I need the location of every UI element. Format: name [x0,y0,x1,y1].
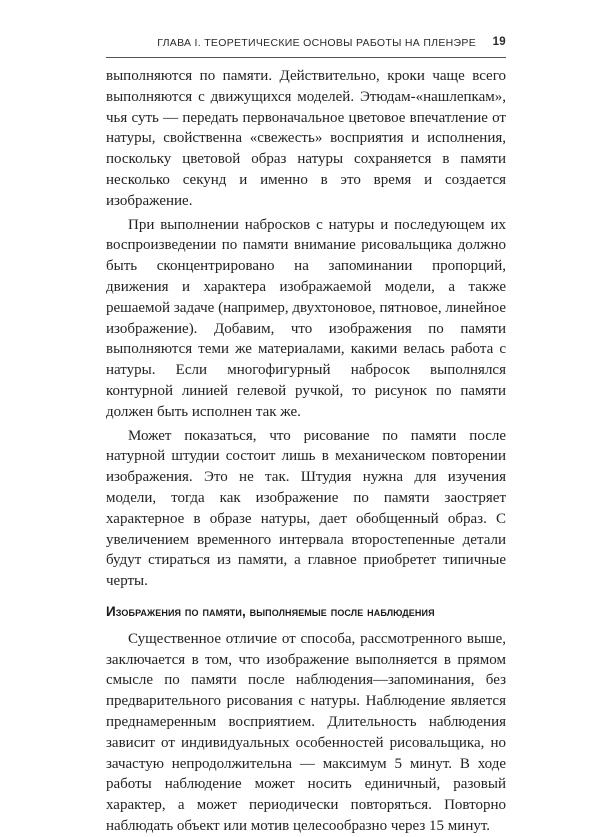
paragraph-sketches: При выполнении набросков с натуры и последующем их воспроизведении по памяти внимание рисовальщика должно быть сконцентрировано на запоминании пропорций, движения и характера изображаемой модели, а также решаемой задаче (например, двухтоновое, пятновое, линейное изображение). Добавим, что изображения по памяти выполняются теми же материалами, какими велась работа с натуры. Если многофигурный набросок выполнялся контурной линией гелевой ручкой, то рисунок по памяти должен быть исполнен так же. [106,216,506,420]
running-header [106,36,506,52]
body-text [106,66,506,837]
paragraph-observation: Существенное отличие от способа, рассмотренного выше, заключается в том, что изображение выполняется в прямом смысле по памяти после наблюдения—запоминания, без предварительного рисования с натуры. Наблюдение является преднамеренным восприятием. Длительность наблюдения зависит от индивидуальных особенностей рисовальщика, но зачастую непродолжительна — максимум 5 минут. В ходе работы наблюдение может носить единичный, разовый характер, а может периодически повторяться. Повторно наблюдать объект или мотив целесообразно через 15 минут. [106,630,506,834]
paragraph-continuation: выполняются по памяти. Действительно, кроки чаще всего выполняются с движущихся моделей. Этюдам-«нашлепкам», чья суть — передать первоначальное цветовое впечатление от натуры, свойственна «свежесть» восприятия и исполнения, поскольку цветовой образ натуры сохраняется в памяти несколько секунд и именно в это время и создается изображение. [106,68,506,209]
paragraph-study: Может показаться, что рисование по памяти после натурной штудии состоит лишь в механическом повторении изображения. Это не так. Штудия нужна для изучения модели, тогда как изображение по памяти заостряет характерное в образе натуры, дает обобщенный образ. С увеличением временного интервала второстепенные детали будут стираться из памяти, а главное приобретет типичные черты. [106,427,506,590]
section-heading: Изображения по памяти, выполняемые после наблюдения [106,603,435,619]
page-number: 19 [492,36,506,48]
chapter-title: ГЛАВА I. ТЕОРЕТИЧЕСКИЕ ОСНОВЫ РАБОТЫ НА ПЛЕНЭРЕ [157,37,476,49]
header-rule [106,57,506,58]
